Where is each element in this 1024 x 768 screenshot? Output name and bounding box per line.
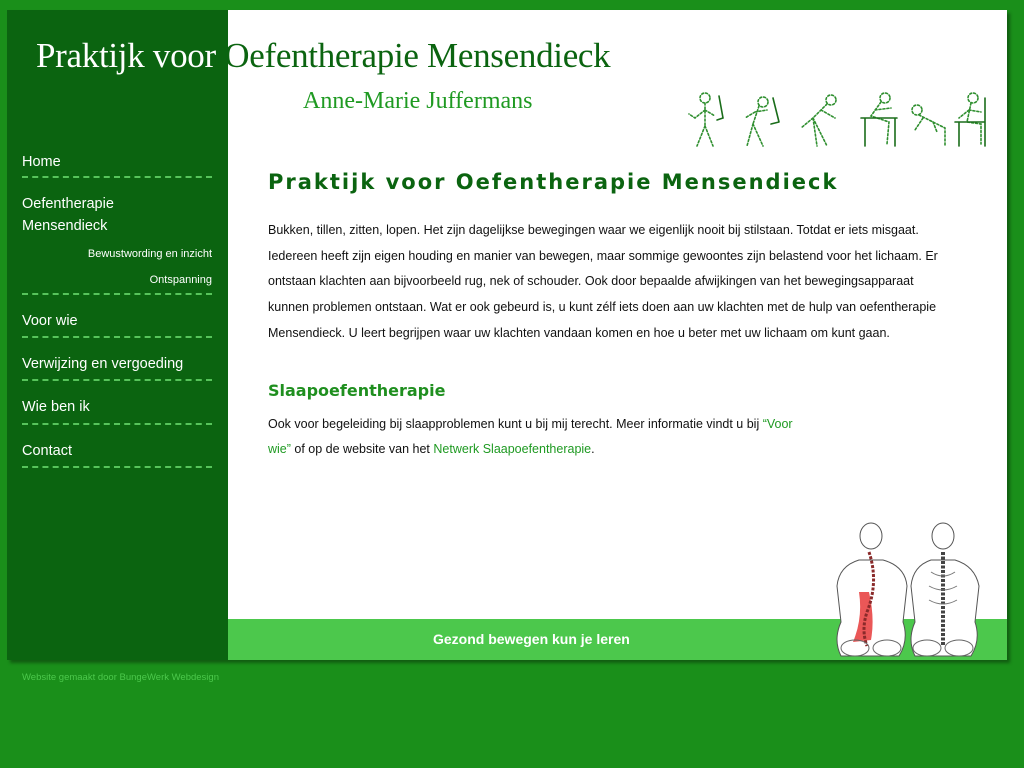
nav-item-oefentherapie-mensendieck[interactable] — [22, 193, 212, 237]
intro-paragraph: Bukken, tillen, zitten, lopen. Het zijn dagelijkse bewegingen waar we eigenlijk nooit bij stilstaan. Totdat er iets misgaat. Iedereen heeft zijn eigen houding en manier van bewegen, maar sommige gewoontes zijn belastend voor het lichaam. Er ontstaan klachten aan bijvoorbeeld rug, nek of schouder. Ook door bepaalde afwijkingen van het bewegingsapparaat kunnen problemen ontstaan. Wat er ook gebeurd is, u kunt zélf iets doen aan uw klachten met de hulp van oefentherapie Mensendieck. U leert begrijpen waar uw klachten vandaan komen en hoe u beter met uw lichaam om kunt gaan. — [268, 223, 938, 340]
section-heading-slaapoefentherapie: Slaapoefentherapie — [268, 380, 446, 400]
page-frame — [7, 10, 1007, 660]
link-voor-wie[interactable]: “Voor wie” — [268, 416, 793, 457]
nav-item-label-line2: Mensendieck — [22, 218, 108, 234]
nav-item-voor-wie[interactable]: Voor wie — [22, 313, 78, 329]
exercise-figures-illustration — [675, 88, 987, 150]
nav-item-contact[interactable]: Contact — [22, 443, 72, 459]
sleep-text-before: Ook voor begeleiding bij slaapproblemen kunt u bij mij terecht. Meer informatie vindt u bij — [268, 416, 763, 431]
spine-anatomy-illustration — [819, 522, 987, 662]
nav-divider — [22, 466, 212, 468]
page-heading: Praktijk voor Oefentherapie Mensendieck — [268, 170, 839, 194]
sidebar — [7, 10, 228, 660]
nav-item-wie-ben-ik[interactable]: Wie ben ik — [22, 399, 90, 415]
site-title-part1: Praktijk voor — [36, 36, 225, 75]
nav-item-verwijzing-vergoeding[interactable]: Verwijzing en vergoeding — [22, 356, 184, 372]
nav-subitem-ontspanning[interactable]: Ontspanning — [149, 274, 212, 286]
nav-divider — [22, 336, 212, 338]
sleep-text-middle: of op de website van het — [290, 442, 434, 457]
nav-divider — [22, 176, 212, 178]
site-title-part2: Oefentherapie Mensendieck — [224, 36, 611, 75]
site-title — [36, 36, 610, 76]
nav-divider — [22, 423, 212, 425]
footer-slogan: Gezond bewegen kun je leren — [433, 631, 630, 647]
footer-credit-link[interactable]: Website gemaakt door BungeWerk Webdesign — [22, 672, 219, 683]
nav-subitem-bewustwording[interactable]: Bewustwording en inzicht — [87, 248, 212, 260]
nav-item-label-line1: Oefentherapie — [22, 196, 114, 212]
sleep-paragraph — [268, 412, 813, 463]
main-content — [268, 170, 938, 463]
sleep-text-after: . — [591, 442, 595, 457]
link-netwerk-slaapoefentherapie[interactable]: Netwerk Slaapoefentherapie — [433, 442, 592, 457]
site-subtitle: Anne-Marie Juffermans — [303, 88, 533, 114]
nav-item-home[interactable]: Home — [22, 154, 61, 170]
nav-divider — [22, 293, 212, 295]
nav-divider — [22, 379, 212, 381]
